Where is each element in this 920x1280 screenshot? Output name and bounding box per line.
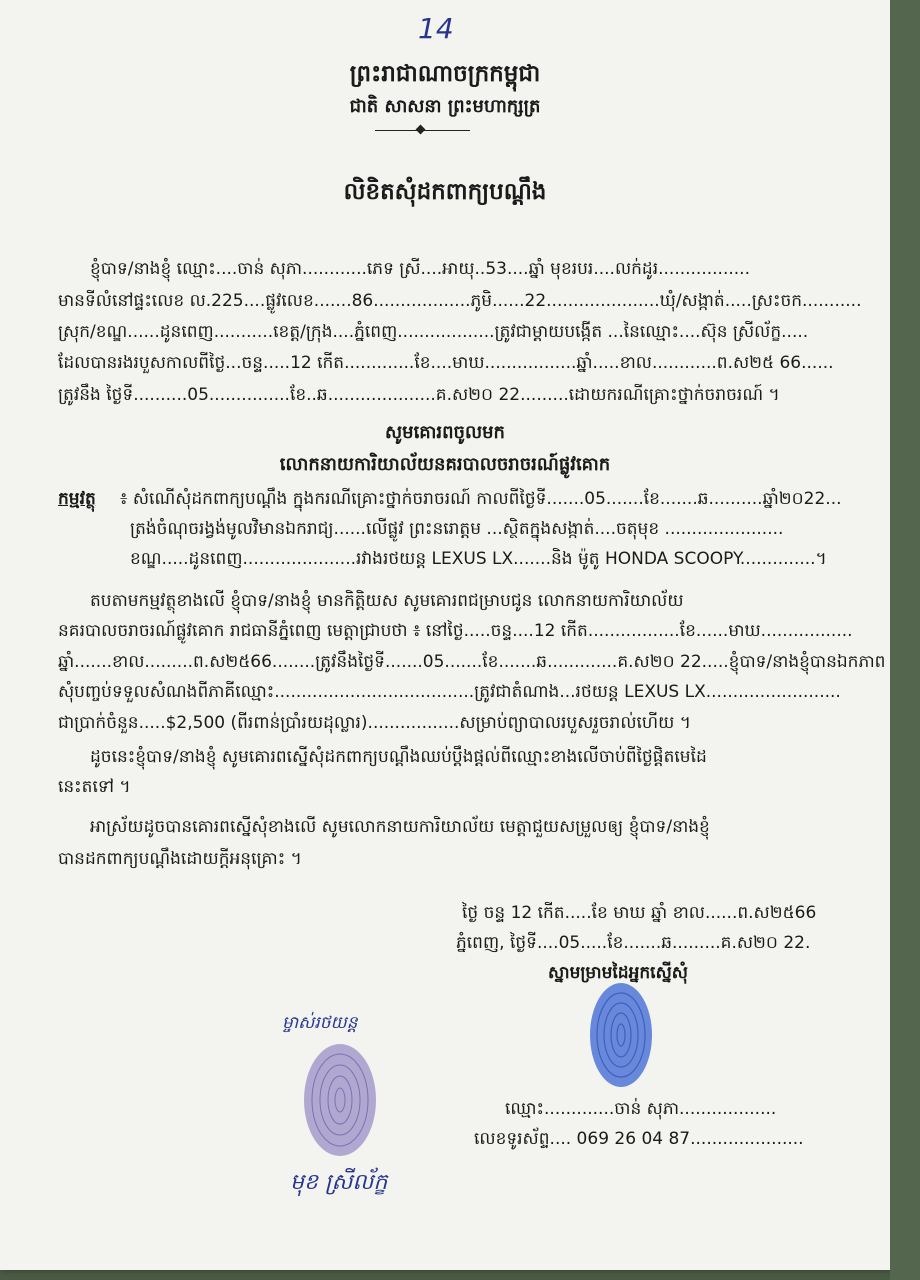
applicant-thumbprint	[586, 980, 656, 1090]
body-line-4: ដែលបានរងរបួសកាលពីថ្ងៃ...ចន្ទ.....12 កើត.............ខែ....មាឃ.................ឆ្នាំ.....ខាល............ព.ស២៥ 66......	[58, 353, 834, 373]
subject-line-1: ៖ សំណើសុំដកពាក្យបណ្ដឹង ក្នុងករណីគ្រោះថ្នាក់ចរាចរណ៍ កាលពីថ្ងៃទី.......05.......ខែ.......ឆ..........ឆ្នាំ២០22...	[120, 489, 842, 509]
motto-header: ជាតិ សាសនា ព្រះមហាក្សត្រ	[349, 96, 541, 117]
signature-label: ស្នាមម្រាមដៃអ្នកស្នើសុំ	[548, 963, 688, 983]
body-line-2: មានទីលំនៅផ្ទះលេខ ល.225....ផ្លូវលេខ.......86..................ភូមិ......22.....................ឃុំ/សង្កាត់.....ស្រះចក...........	[58, 291, 862, 311]
paragraph-line-3: ឆ្នាំ.......ខាល.........ព.ស២៥66........ត្រូវនឹងថ្ងៃទី.......05.......ខែ.......ឆ.............គ.ស២០ 22.....ខ្ញុំបាទ/នាងខ្ញុំបានឯកភាព	[58, 652, 886, 672]
paragraph-line-9: បានដកពាក្យបណ្ដឹងដោយក្ដីអនុគ្រោះ ។	[58, 849, 302, 869]
body-line-5: ត្រូវនឹង ថ្ងៃទី..........05...............ខែ..ឆ....................គ.ស២០ 22.........ដោយករណីគ្រោះថ្នាក់ចរាចរណ៍ ។	[58, 385, 780, 405]
recipient-heading: លោកនាយការិយាល័យនគរបាលចរាចរណ៍ផ្លូវគោក	[279, 454, 611, 475]
paragraph-line-8: អាស្រ័យដូចបានគោរពស្នើសុំខាងលើ សូមលោកនាយការិយាល័យ មេត្តាជួយសម្រួលឲ្យ ខ្ញុំបាទ/នាងខ្ញុំ	[90, 817, 710, 837]
kingdom-header: ព្រះរាជាណាចក្រកម្ពុជា	[349, 61, 541, 87]
subject-line-3: ខណ្ឌ.....ដូនពេញ.....................រវាងរថយន្ត LEXUS LX.......និង ម៉ូតូ HONDA SCOOPY..............។	[130, 549, 827, 569]
subject-line-2: ត្រង់ចំណុចរង្វង់មូលវិមានឯករាជ្យ......លើផ្លូវ ព្រះនរោត្តម ...ស្ថិតក្នុងសង្កាត់....ចតុមុខ ......................	[130, 519, 784, 539]
respectfully-heading: សូមគោរពចូលមក	[385, 422, 505, 443]
applicant-name-line: ឈ្មោះ.............ចាន់ សុភា..................	[505, 1099, 777, 1119]
lunar-date-line: ថ្ងៃ ចន្ទ 12 កើត.....ខែ មាឃ ឆ្នាំ ខាល......ព.ស២៥66	[462, 903, 817, 923]
paragraph-line-5: ជាប្រាក់ចំនួន.....$2,500 (ពីរពាន់ប្រាំរយដុល្លារ).................សម្រាប់ព្យាបាលរបួសរួចរាល់ហើយ ។	[58, 713, 691, 733]
paragraph-line-2: នគរបាលចរាចរណ៍ផ្លូវគោក រាជធានីភ្នំពេញ មេត្តាជ្រាបថា ៖ នៅថ្ងៃ.....ចន្ទ....12 កើត.................ខែ......មាឃ.................	[58, 621, 853, 641]
background-edge	[890, 0, 920, 1280]
paragraph-line-1: តបតាមកម្មវត្ថុខាងលើ ខ្ញុំបាទ/នាងខ្ញុំ មានកិត្តិយស សូមគោរពជម្រាបជូន លោកនាយការិយាល័យ	[90, 591, 684, 611]
divider-ornament	[416, 125, 426, 135]
body-line-1: ខ្ញុំបាទ/នាងខ្ញុំ ឈ្មោះ....ចាន់ សុភា............ភេទ ស្រី....អាយុ..53....ឆ្នាំ មុខរបរ....លក់ដូរ.................	[90, 259, 750, 279]
page-number: 14	[418, 12, 454, 45]
body-line-3: ស្រុក/ខណ្ឌ......ដូនពេញ...........ខេត្ត/ក្រុង....ភ្នំពេញ..................ត្រូវជាម្ដាយបង្កើត ...នៃឈ្មោះ....ស៊ុន ស្រីល័ក្ខ.....	[58, 322, 809, 342]
gregorian-date-line: ភ្នំពេញ, ថ្ងៃទី....05.....ខែ.......ឆ.........គ.ស២០ 22.	[456, 933, 811, 953]
subject-label: កម្មវត្ថុ	[58, 489, 96, 509]
document-title: លិខិតសុំដកពាក្យបណ្ដឹង	[343, 179, 547, 205]
paragraph-line-7: នេះតទៅ ។	[58, 777, 131, 797]
left-handwritten-note: ម្ចាស់រថយន្ត	[282, 1013, 358, 1033]
witness-thumbprint	[300, 1040, 380, 1160]
applicant-phone-line: លេខទូរស័ព្ទ.... 069 26 04 87.....................	[474, 1129, 804, 1149]
witness-name-handwritten: មុខ ស្រីល័ក្ខ	[290, 1170, 388, 1195]
paragraph-line-4: សុំបញ្ចប់ទទួលសំណងពីភាគីឈ្មោះ.....................................ត្រូវជាតំណាង...រថយន្ត LEXUS LX.........................	[58, 682, 841, 702]
paragraph-line-6: ដូចនេះខ្ញុំបាទ/នាងខ្ញុំ សូមគោរពស្នើសុំដកពាក្យបណ្ដឹងឈប់ប្ដឹងផ្ដល់ពីឈ្មោះខាងលើចាប់ពីថ្ងៃផ្ដិតមេដៃ	[90, 747, 707, 767]
